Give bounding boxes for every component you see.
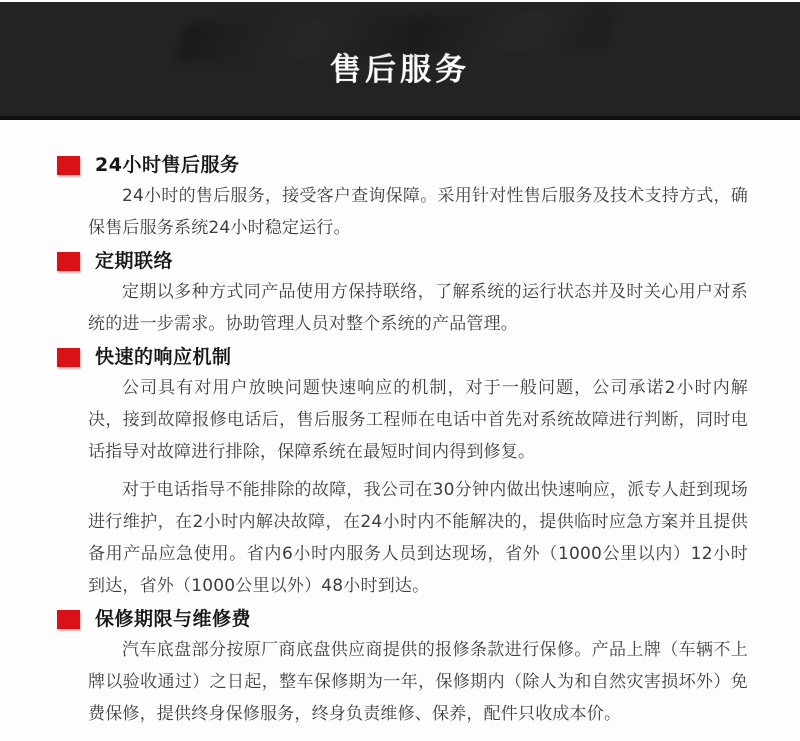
section-heading: 快速的响应机制 [95, 346, 232, 368]
red-square-bullet-icon [57, 156, 80, 175]
section-fast-response [57, 346, 748, 602]
content-area [0, 120, 800, 730]
paragraph: 定期以多种方式同产品使用方保持联络，了解系统的运行状态并及时关心用户对系统的进一步需求。协助管理人员对整个系统的产品管理。 [88, 282, 748, 334]
red-square-bullet-icon [57, 348, 80, 367]
paragraph: 24小时的售后服务，接受客户查询保障。采用针对性售后服务及技术支持方式，确保售后服务系统24小时稳定运行。 [88, 186, 748, 238]
red-square-bullet-icon [57, 252, 80, 271]
paragraph: 汽车底盘部分按原厂商底盘供应商提供的报修条款进行保修。产品上牌（车辆不上牌以验收通过）之日起，整车保修期为一年，保修期内（除人为和自然灾害损坏外）免费保修，提供终身保修服务，终身负责维修、保养，配件只收成本价。 [88, 640, 748, 724]
section-24h-service [57, 154, 748, 244]
section-regular-contact [57, 250, 748, 340]
page-title: 售后服务 [330, 52, 470, 88]
paragraph: 对于电话指导不能排除的故障，我公司在30分钟内做出快速响应，派专人赶到现场进行维护，在2小时内解决故障，在24小时内不能解决的，提供临时应急方案并且提供备用产品应急使用。省内6小时内服务人员到达现场，省外（1000公里以内）12小时到达，省外（1000公里以外）48小时到达。 [88, 480, 748, 596]
section-heading-row [57, 154, 748, 176]
document-page [0, 2, 800, 741]
watermark [174, 8, 615, 63]
section-heading: 保修期限与维修费 [95, 608, 252, 630]
red-square-bullet-icon [57, 610, 80, 629]
section-heading: 定期联络 [95, 250, 174, 272]
section-warranty [57, 608, 748, 730]
header-banner [0, 2, 800, 120]
section-heading-row [57, 608, 748, 630]
section-heading-row [57, 250, 748, 272]
paragraph: 公司具有对用户放映问题快速响应的机制，对于一般问题，公司承诺2小时内解决，接到故障报修电话后，售后服务工程师在电话中首先对系统故障进行判断，同时电话指导对故障进行排除，保障系统在最短时间内得到修复。 [88, 378, 748, 462]
section-heading: 24小时售后服务 [95, 154, 240, 176]
section-heading-row [57, 346, 748, 368]
